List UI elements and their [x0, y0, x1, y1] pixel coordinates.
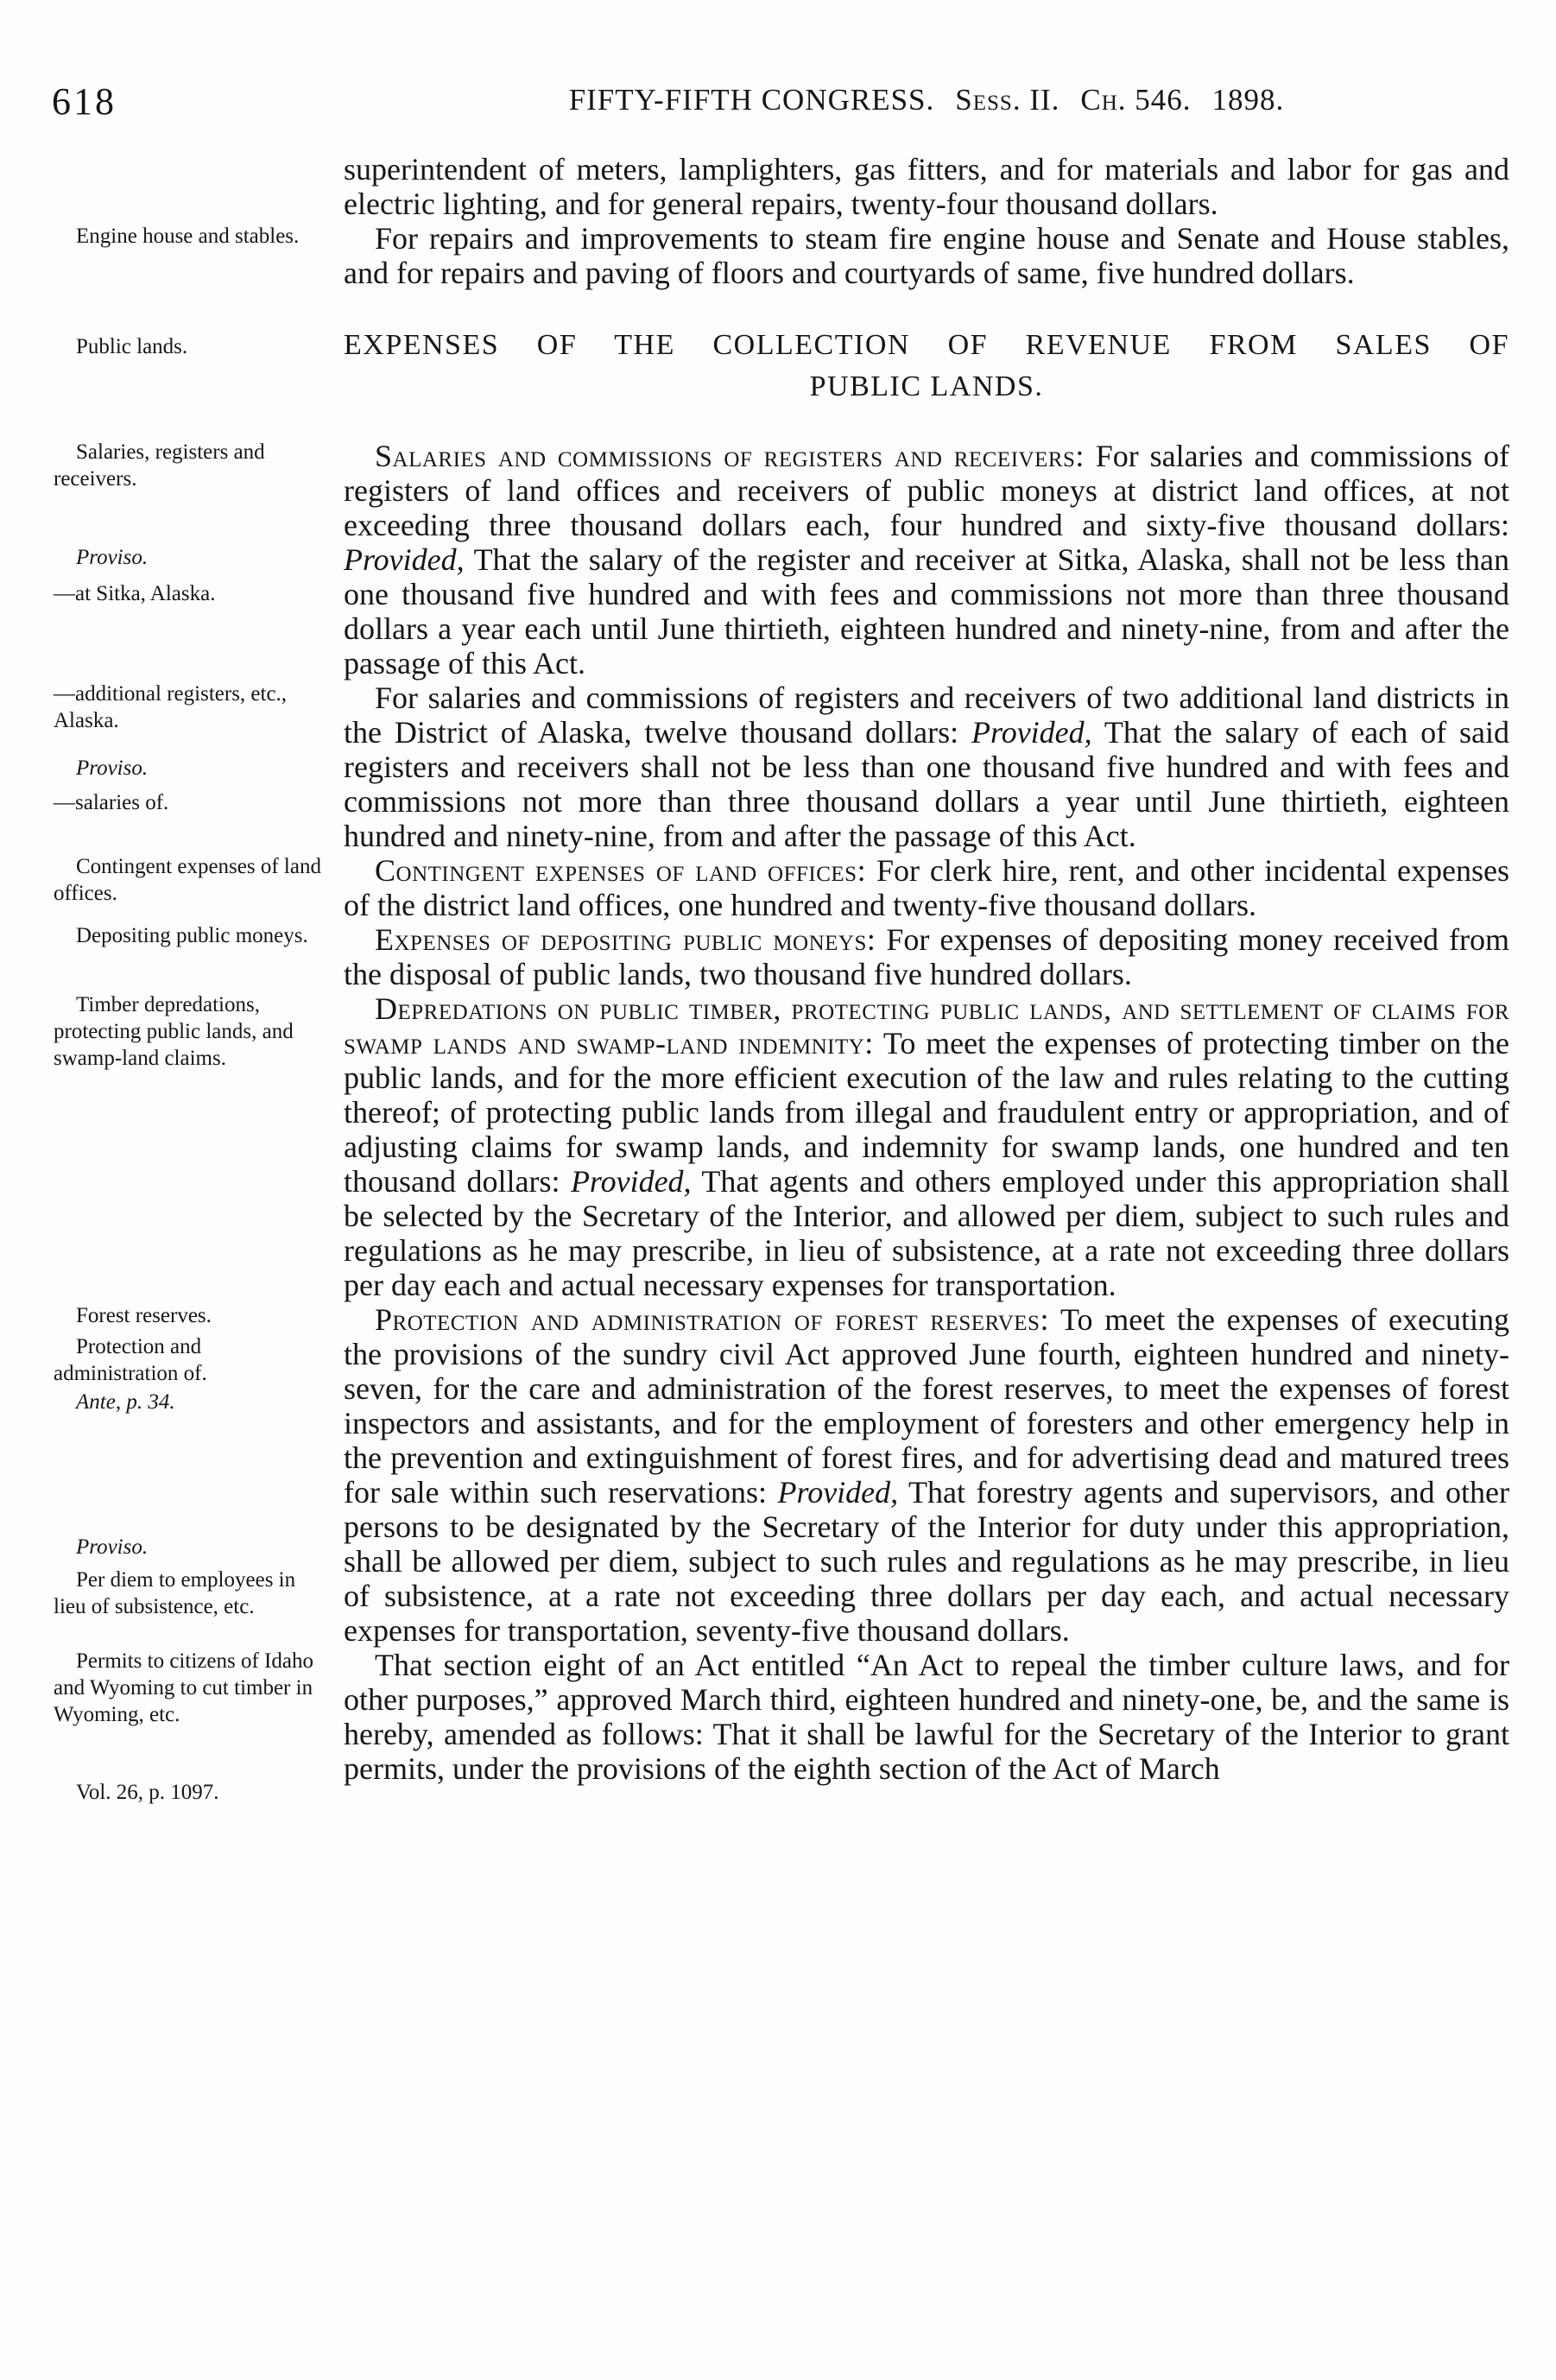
paragraph-lead: Salaries and commissions of registers and receivers:	[375, 439, 1085, 473]
section-public-lands-heading	[0, 290, 1556, 439]
body-column	[344, 1302, 1509, 1648]
paragraph-contingent	[344, 853, 1509, 922]
margin-note-depositing: Depositing public moneys.	[76, 924, 308, 947]
proviso-word: Provided,	[344, 542, 465, 577]
paragraph-text: superintendent of meters, lamplighters, gas fitters, and for materials and labor for gas and electric lighting, and for general repairs, twenty-four thousand dollars.	[344, 152, 1509, 221]
margin-note-proviso: Proviso.	[76, 1535, 149, 1559]
section-timber-depredations	[0, 991, 1556, 1302]
section-depositing-moneys	[0, 922, 1556, 991]
paragraph-text: To meet the expenses of protecting timber on the public lands, and for the more efficient execution of the law and rules relating to the cutting thereof; of protecting public lands from illegal and fraudulent entry or appropriation, and of adjusting claims for swamp lands, and indemnity for swamp lands, one hundred and ten thousand dollars:	[344, 1026, 1509, 1199]
margin-note-forest-reserves: Forest reserves.	[76, 1304, 212, 1327]
body-column	[344, 290, 1509, 439]
act-heading-line1: EXPENSES OF THE COLLECTION OF REVENUE FROM SALES OF	[344, 329, 1509, 361]
margin-column	[0, 1302, 344, 1648]
proviso-word: Provided,	[570, 1164, 692, 1199]
margin-note-vol-ref: Vol. 26, p. 1097.	[76, 1781, 219, 1804]
paragraph-lead: Protection and administration of forest reserves:	[375, 1302, 1049, 1337]
margin-column	[0, 221, 344, 290]
paragraph-text: For expenses of depositing money received from the disposal of public lands, two thousand five hundred dollars.	[344, 922, 1510, 991]
body-column	[344, 439, 1509, 680]
margin-column	[0, 680, 344, 853]
body-column	[344, 680, 1509, 853]
margin-column	[0, 439, 344, 680]
paragraph-additional-registers	[344, 680, 1509, 853]
proviso-word: Provided,	[971, 715, 1092, 750]
body-column	[344, 152, 1509, 221]
paragraph-text: That the salary of each of said registers and receivers shall not be less than one thousand five hundred and with fees and commissions not more than three thousand dollars a year until June thirtieth, eighteen hundred and ninety-nine, from and after the passage of this Act.	[344, 715, 1509, 853]
section-additional-registers	[0, 680, 1556, 853]
margin-note-proviso: Proviso.	[76, 546, 149, 569]
page-content	[0, 152, 1556, 1804]
margin-column	[0, 1648, 344, 1804]
margin-note-protection-admin: Protection and administration of.	[54, 1335, 207, 1385]
paragraph-text: That forestry agents and supervisors, and other persons to be designated by the Secretary of the Interior for duty under this appropriation, shall be allowed per diem, subject to such rules and regulations as he may prescribe, in lieu of subsistence, at a rate not exceeding three dollars per day each, and actual necessary expenses for transportation, seventy-five thousand dollars.	[344, 1475, 1510, 1648]
paragraph-text: That section eight of an Act entitled “An Act to repeal the timber culture laws, and for other purposes,” approved March third, eighteen hundred and ninety-one, be, and the same is hereby, amended as follows: That it shall be lawful for the Secretary of the Interior to grant permits, under the provisions of the eighth section of the Act of March	[344, 1648, 1509, 1786]
margin-note-contingent: Contingent expenses of land offices.	[54, 855, 321, 905]
paragraph-salaries	[344, 439, 1509, 680]
body-column	[344, 853, 1509, 922]
paragraph-lead: Depredations on public timber, protecting public lands, and settlement of claims for swamp lands and swamp-land indemnity:	[344, 991, 1509, 1060]
running-header	[0, 79, 1556, 126]
paragraph-text: For repairs and improvements to steam fire engine house and Senate and House stables, and for repairs and paving of floors and courtyards of same, five hundred dollars.	[344, 221, 1509, 290]
paragraph-depositing	[344, 922, 1509, 991]
act-heading	[344, 328, 1509, 404]
paragraph-lead: Contingent expenses of land offices:	[375, 853, 867, 888]
body-column	[344, 221, 1509, 290]
margin-note-timber-depredations: Timber depredations, protecting public lands, and swamp-land claims.	[54, 993, 294, 1070]
margin-note-per-diem: Per diem to employees in lieu of subsistence, etc.	[54, 1568, 296, 1618]
section-superintendent	[0, 152, 1556, 221]
proviso-word: Provided,	[777, 1475, 899, 1510]
body-column	[344, 1648, 1509, 1786]
margin-column	[0, 853, 344, 922]
margin-note-additional-registers: —additional registers, etc., Alaska.	[54, 682, 288, 732]
paragraph-text: To meet the expenses of executing the provisions of the sundry civil Act approved June fourth, eighteen hundred and ninety-seven, for the care and administration of the forest reserves, to meet the expenses of forest inspectors and assistants, and for the employment of foresters and other emergency help in the prevention and extinguishment of forest fires, and for advertising dead and matured trees for sale within such reservations:	[344, 1302, 1510, 1510]
header-year: 1898.	[1211, 83, 1285, 117]
running-head-title	[344, 83, 1509, 117]
header-congress: FIFTY-FIFTH CONGRESS.	[568, 83, 935, 117]
section-contingent-expenses	[0, 853, 1556, 922]
header-session: Sess. II.	[955, 83, 1060, 117]
section-forest-reserves	[0, 1302, 1556, 1648]
page-number: 618	[52, 80, 117, 123]
margin-note-at-sitka: —at Sitka, Alaska.	[54, 582, 216, 605]
margin-note-salaries-registers: Salaries, registers and receivers.	[54, 440, 265, 491]
section-timber-permits	[0, 1648, 1556, 1804]
section-engine-house	[0, 221, 1556, 290]
margin-note-permits: Permits to citizens of Idaho and Wyoming to cut timber in Wyoming, etc.	[54, 1649, 313, 1726]
paragraph-lead: Expenses of depositing public moneys:	[375, 922, 876, 957]
paragraph-timber-depredations	[344, 991, 1509, 1302]
margin-note-public-lands: Public lands.	[76, 335, 188, 358]
margin-note-engine-house: Engine house and stables.	[76, 225, 300, 248]
paragraph-text: That agents and others employed under this appropriation shall be selected by the Secretary of the Interior, and allowed per diem, subject to such rules and regulations as he may prescribe, in lieu of subsistence, at a rate not exceeding three dollars per day each and actual necessary expenses for transportation.	[344, 1164, 1509, 1302]
margin-note-ante-ref: Ante, p. 34.	[76, 1390, 175, 1414]
act-heading-line2: PUBLIC LANDS.	[809, 370, 1044, 402]
paragraph-text: That the salary of the register and receiver at Sitka, Alaska, shall not be less than one thousand five hundred and with fees and commissions not more than three thousand dollars a year each until June thirtieth, eighteen hundred and ninety-nine, from and after the passage of this Act.	[344, 542, 1509, 680]
margin-column	[0, 152, 344, 221]
header-chapter: Ch. 546.	[1080, 83, 1192, 117]
margin-column	[0, 290, 344, 439]
margin-column	[0, 991, 344, 1302]
paragraph-timber-permits	[344, 1648, 1509, 1786]
margin-note-salaries-of: —salaries of.	[54, 791, 169, 814]
body-column	[344, 922, 1509, 991]
margin-note-proviso: Proviso.	[76, 756, 149, 780]
margin-column	[0, 922, 344, 991]
paragraph-text: For salaries and commissions of registers and receivers of two additional land districts in the District of Alaska, twelve thousand dollars:	[344, 680, 1509, 750]
section-salaries	[0, 439, 1556, 680]
paragraph-text: For clerk hire, rent, and other incidental expenses of the district land offices, one hundred and twenty-five thousand dollars.	[344, 853, 1509, 922]
body-column	[344, 991, 1509, 1302]
paragraph-engine-house	[344, 221, 1509, 290]
paragraph-superintendent	[344, 152, 1509, 221]
paragraph-forest-reserves	[344, 1302, 1509, 1648]
paragraph-text: For salaries and commissions of registers of land offices and receivers of public moneys at district land offices, at not exceeding three thousand dollars each, four hundred and sixty-five thousand dollars:	[344, 439, 1509, 542]
